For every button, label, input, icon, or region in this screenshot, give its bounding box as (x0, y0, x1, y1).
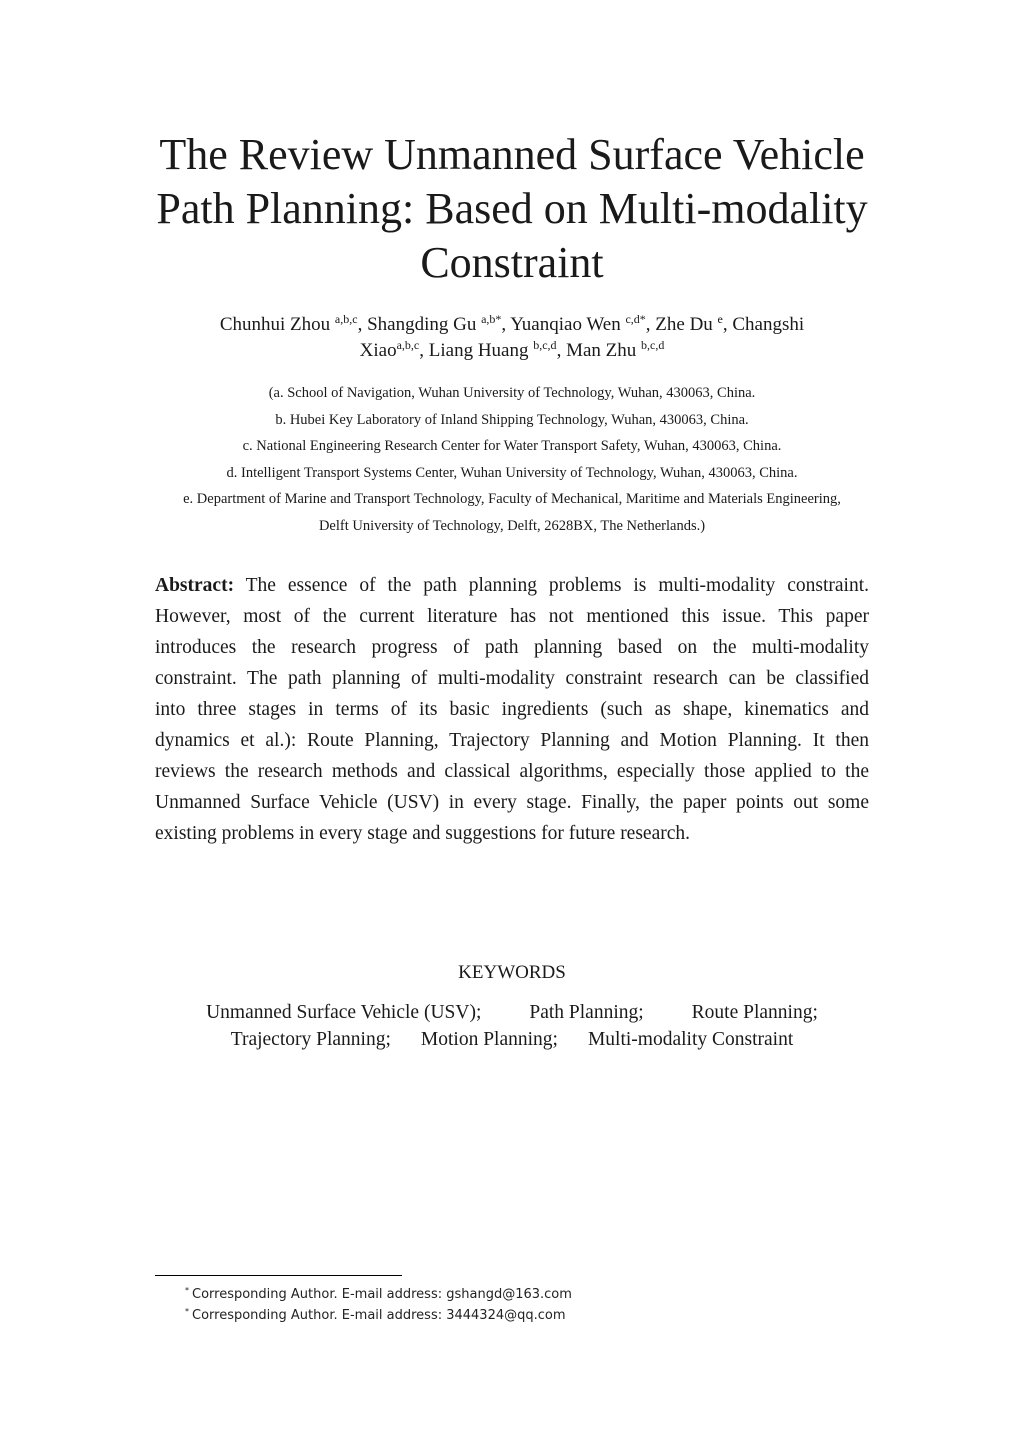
author-name: Man Zhu (566, 340, 637, 361)
abstract-line: introduces the research progress of path planning based on the multi-modality (155, 637, 869, 658)
paper-title (0, 128, 1024, 290)
title-line-3: Constraint (420, 238, 604, 287)
author-name: Shangding Gu (367, 314, 477, 335)
abstract-line: However, most of the current literature has not mentioned this issue. This paper (155, 606, 869, 627)
author-name: Zhe Du (655, 314, 713, 335)
footnote (185, 1305, 572, 1326)
abstract-line: existing problems in every stage and suggestions for future research. (155, 823, 691, 844)
author-separator: , (419, 340, 429, 361)
abstract-text: The essence of the path planning problems is multi-modality constraint. (245, 575, 869, 596)
author-list (0, 312, 1024, 364)
author-separator: , (357, 314, 368, 335)
affiliation-a: (a. School of Navigation, Wuhan University of Technology, Wuhan, 430063, China. (268, 385, 756, 401)
author-name-first-part: Changshi (732, 314, 805, 335)
footnote-mark: * (185, 1307, 189, 1316)
keyword: Path Planning; (529, 1002, 644, 1023)
author-separator: , (645, 314, 656, 335)
author-name: Liang Huang (428, 340, 529, 361)
affiliation-b: b. Hubei Key Laboratory of Inland Shipping Technology, Wuhan, 430063, China. (275, 411, 749, 428)
keyword: Trajectory Planning; (230, 1029, 391, 1050)
affiliation-list (0, 380, 1024, 539)
title-line-2: Path Planning: Based on Multi-modality (156, 184, 868, 233)
author-separator: , (501, 314, 511, 335)
abstract-line: reviews the research methods and classical algorithms, especially those applied to the (155, 761, 869, 782)
author-affiliation-mark: a,b,c (396, 338, 420, 352)
author-affiliation-mark: a,b* (481, 312, 502, 326)
author-affiliation-mark: a,b,c (334, 312, 358, 326)
author-name-second-part: Xiao (359, 340, 397, 361)
footnote-text: Corresponding Author. E-mail address: 3444324@qq.com (192, 1308, 566, 1323)
abstract-line: into three stages in terms of its basic ingredients (such as shape, kinematics and (155, 699, 869, 720)
abstract-line (155, 570, 869, 601)
author-name: Yuanqiao Wen (510, 314, 621, 335)
footnote-text: Corresponding Author. E-mail address: gshangd@163.com (192, 1287, 572, 1302)
keywords-row (0, 1000, 1024, 1026)
author-affiliation-mark: b,c,d (641, 338, 665, 352)
footnote-mark: * (185, 1286, 189, 1295)
footnote (185, 1284, 572, 1305)
affiliation-e-continued: Delft University of Technology, Delft, 2628BX, The Netherlands.) (318, 517, 706, 534)
author-affiliation-mark: e (717, 312, 723, 326)
author-affiliation-mark: c,d* (625, 312, 646, 326)
footnotes (185, 1284, 572, 1326)
abstract-label: Abstract: (155, 575, 235, 596)
abstract (155, 570, 869, 849)
keyword: Route Planning; (691, 1002, 818, 1023)
keywords-row (0, 1027, 1024, 1053)
keyword: Motion Planning; (420, 1029, 558, 1050)
keyword: Multi-modality Constraint (587, 1029, 794, 1050)
title-line-1: The Review Unmanned Surface Vehicle (159, 130, 865, 179)
keyword: Unmanned Surface Vehicle (USV); (206, 1002, 482, 1023)
abstract-line: constraint. The path planning of multi-modality constraint research can be classified (155, 668, 869, 689)
affiliation-e: e. Department of Marine and Transport Technology, Faculty of Mechanical, Maritime and Materials Engineering, (183, 491, 841, 507)
author-separator: , (556, 340, 567, 361)
author-separator: , (722, 314, 733, 335)
abstract-line: Unmanned Surface Vehicle (USV) in every stage. Finally, the paper points out some (155, 792, 869, 813)
footnote-divider (155, 1275, 402, 1276)
author-name: Chunhui Zhou (219, 314, 331, 335)
author-affiliation-mark: b,c,d (533, 338, 557, 352)
affiliation-c: c. National Engineering Research Center for Water Transport Safety, Wuhan, 430063, China. (242, 438, 782, 454)
keywords-heading: KEYWORDS (458, 962, 566, 983)
affiliation-d: d. Intelligent Transport Systems Center, Wuhan University of Technology, Wuhan, 430063, China. (226, 464, 798, 481)
abstract-line: dynamics et al.): Route Planning, Trajectory Planning and Motion Planning. It then (155, 730, 869, 751)
